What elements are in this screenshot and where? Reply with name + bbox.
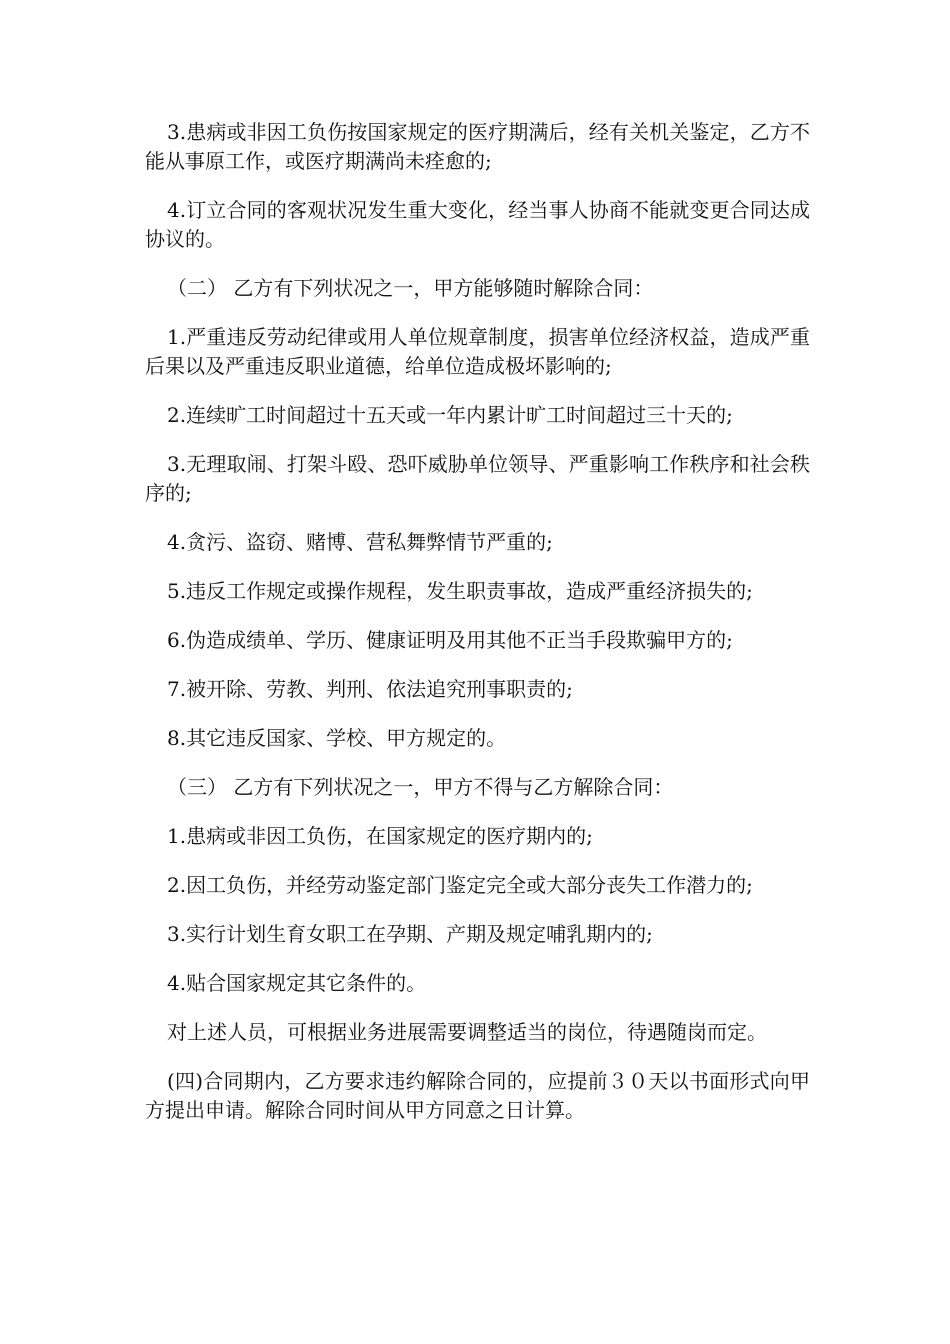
paragraph-1: 3.患病或非因工负伤按国家规定的医疗期满后，经有关机关鉴定，乙方不能从事原工作，或医疗期满尚未痊愈的; (145, 120, 810, 173)
paragraph-16: 4.贴合国家规定其它条件的。 (167, 971, 427, 995)
document-body (145, 118, 810, 1145)
paragraph-3: （二） 乙方有下列状况之一，甲方能够随时解除合同： (167, 276, 654, 300)
paragraph-17: 对上述人员，可根据业务进展需要调整适当的岗位，待遇随岗而定。 (167, 1020, 767, 1044)
paragraph-14: 2.因工负伤，并经劳动鉴定部门鉴定完全或大部分丧失工作潜力的; (167, 873, 753, 897)
paragraph-18: (四)合同期内，乙方要求违约解除合同的，应提前３０天以书面形式向甲方提出申请。解除合同时间从甲方同意之日计算。 (145, 1069, 810, 1122)
paragraph-6: 3.无理取闹、打架斗殴、恐吓威胁单位领导、严重影响工作秩序和社会秩序的; (145, 452, 810, 505)
paragraph-4: 1.严重违反劳动纪律或用人单位规章制度，损害单位经济权益，造成严重后果以及严重违反职业道德，给单位造成极坏影响的; (145, 325, 810, 378)
paragraph-13: 1.患病或非因工负伤，在国家规定的医疗期内的; (167, 824, 593, 848)
paragraph-2: 4.订立合同的客观状况发生重大变化，经当事人协商不能就变更合同达成协议的。 (145, 198, 810, 251)
paragraph-15: 3.实行计划生育女职工在孕期、产期及规定哺乳期内的; (167, 922, 653, 946)
paragraph-5: 2.连续旷工时间超过十五天或一年内累计旷工时间超过三十天的; (167, 403, 733, 427)
paragraph-8: 5.违反工作规定或操作规程，发生职责事故，造成严重经济损失的; (167, 579, 753, 603)
paragraph-10: 7.被开除、劳教、判刑、依法追究刑事职责的; (167, 677, 573, 701)
paragraph-11: 8.其它违反国家、学校、甲方规定的。 (167, 726, 507, 750)
paragraph-9: 6.伪造成绩单、学历、健康证明及用其他不正当手段欺骗甲方的; (167, 628, 733, 652)
paragraph-7: 4.贪污、盗窃、赌博、营私舞弊情节严重的; (167, 530, 553, 554)
paragraph-12: （三） 乙方有下列状况之一，甲方不得与乙方解除合同： (167, 775, 674, 799)
